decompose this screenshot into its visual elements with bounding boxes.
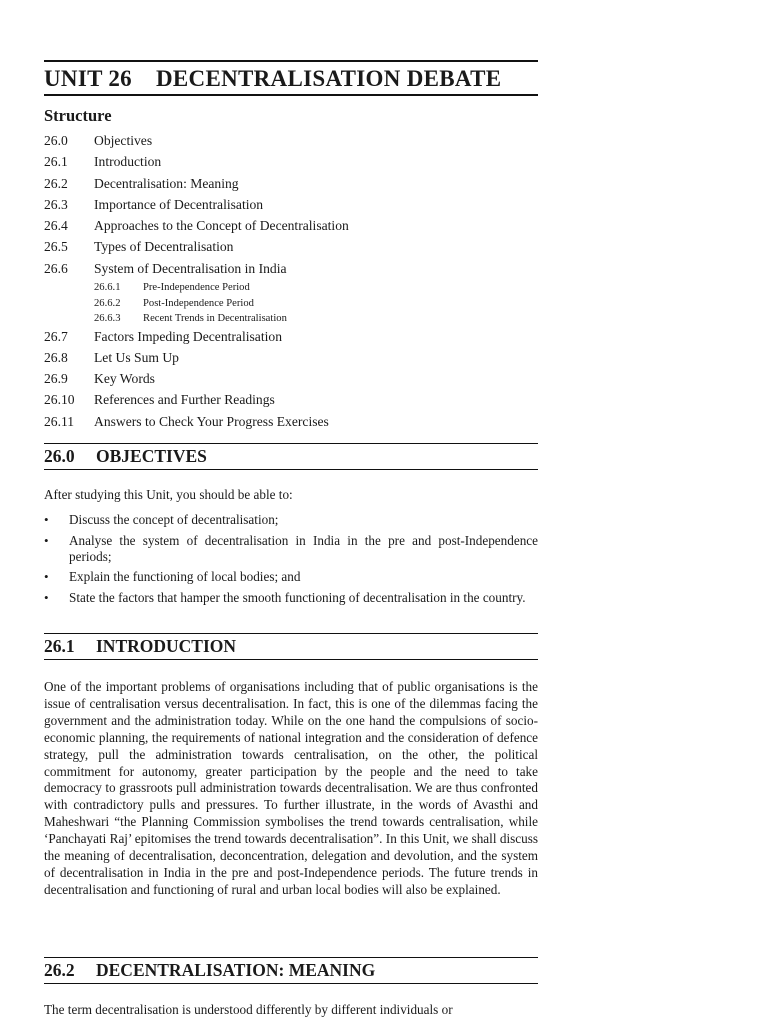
toc-subitem: 26.6.2 Post-Independence Period xyxy=(94,297,254,309)
objectives-list xyxy=(44,512,538,611)
list-item: • Analyse the system of decentralisation in India in the pre and post-Independence periods; xyxy=(44,532,538,564)
toc-item: 26.1 Introduction xyxy=(44,154,162,170)
objectives-intro: After studying this Unit, you should be able to: xyxy=(44,487,293,502)
bullet-icon: • xyxy=(44,512,49,527)
toc-item: 26.11 Answers to Check Your Progress Exercises xyxy=(44,413,329,429)
toc-item: 26.5 Types of Decentralisation xyxy=(44,239,234,255)
structure-heading: Structure xyxy=(44,106,112,125)
structure-list xyxy=(44,133,538,435)
section-heading-introduction: 26.1 INTRODUCTION xyxy=(44,633,538,660)
meaning-paragraph: The term decentralisation is understood differently by different individuals or xyxy=(44,1002,453,1017)
unit-number: UNIT 26 xyxy=(44,66,132,91)
list-item: • Explain the functioning of local bodies; and xyxy=(44,569,301,585)
section-rule xyxy=(44,983,538,984)
bullet-icon: • xyxy=(44,532,49,548)
list-item: • State the factors that hamper the smooth functioning of decentralisation in the country. xyxy=(44,590,526,606)
toc-item: 26.10 References and Further Readings xyxy=(44,392,275,408)
toc-item: 26.4 Approaches to the Concept of Decentralisation xyxy=(44,218,349,234)
toc-item: 26.8 Let Us Sum Up xyxy=(44,349,179,365)
section-rule xyxy=(44,469,538,470)
list-item: • Discuss the concept of decentralisation; xyxy=(44,512,279,527)
bullet-icon: • xyxy=(44,590,49,606)
toc-item: 26.2 Decentralisation: Meaning xyxy=(44,175,239,191)
section-rule xyxy=(44,659,538,660)
toc-item: 26.0 Objectives xyxy=(44,133,153,148)
unit-title-text: DECENTRALISATION DEBATE xyxy=(156,66,502,91)
unit-title-rule xyxy=(44,94,538,96)
unit-title xyxy=(44,62,538,94)
toc-item: 26.3 Importance of Decentralisation xyxy=(44,196,264,212)
toc-item: 26.7 Factors Impeding Decentralisation xyxy=(44,328,282,344)
section-heading-objectives: 26.0 OBJECTIVES xyxy=(44,443,538,470)
toc-subitem: 26.6.1 Pre-Independence Period xyxy=(94,282,250,294)
section-heading-meaning: 26.2 DECENTRALISATION: MEANING xyxy=(44,957,538,984)
unit-header xyxy=(44,60,538,96)
bullet-icon: • xyxy=(44,569,49,585)
toc-item: 26.9 Key Words xyxy=(44,371,155,387)
introduction-paragraph: One of the important problems of organisations including that of public organisations is the issue of centralisation versus decentralisation. In fact, this is one of the dilemmas facing the government and the administration today. While on the one hand the compulsions of socio-economic planning, the requirements of national integration and the consideration of defence strategy, pull the administration towards centralisation, on the other, the political commitment for autonomy, greater participation by the people and the need to take democracy to grassroots pull administration towards decentralisation. We are thus confronted with contradictory pulls and pressures. To further illustrate, in the words of Avasthi and Maheshwari “the Planning Commission symbolises the trend towards centralisation, while ‘Panchayati Raj’ epitomises the trend towards decentralisation”. In this Unit, we shall discuss the meaning of decentralisation, deconcentration, delegation and devolution, and the system of decentralisation in India in the pre and post-Independence periods. The future trends in decentralisation and functioning of rural and urban local bodies will also be explained. xyxy=(44,679,538,897)
toc-subitem: 26.6.3 Recent Trends in Decentralisation xyxy=(94,313,287,325)
toc-item: 26.6 System of Decentralisation in India xyxy=(44,260,287,276)
